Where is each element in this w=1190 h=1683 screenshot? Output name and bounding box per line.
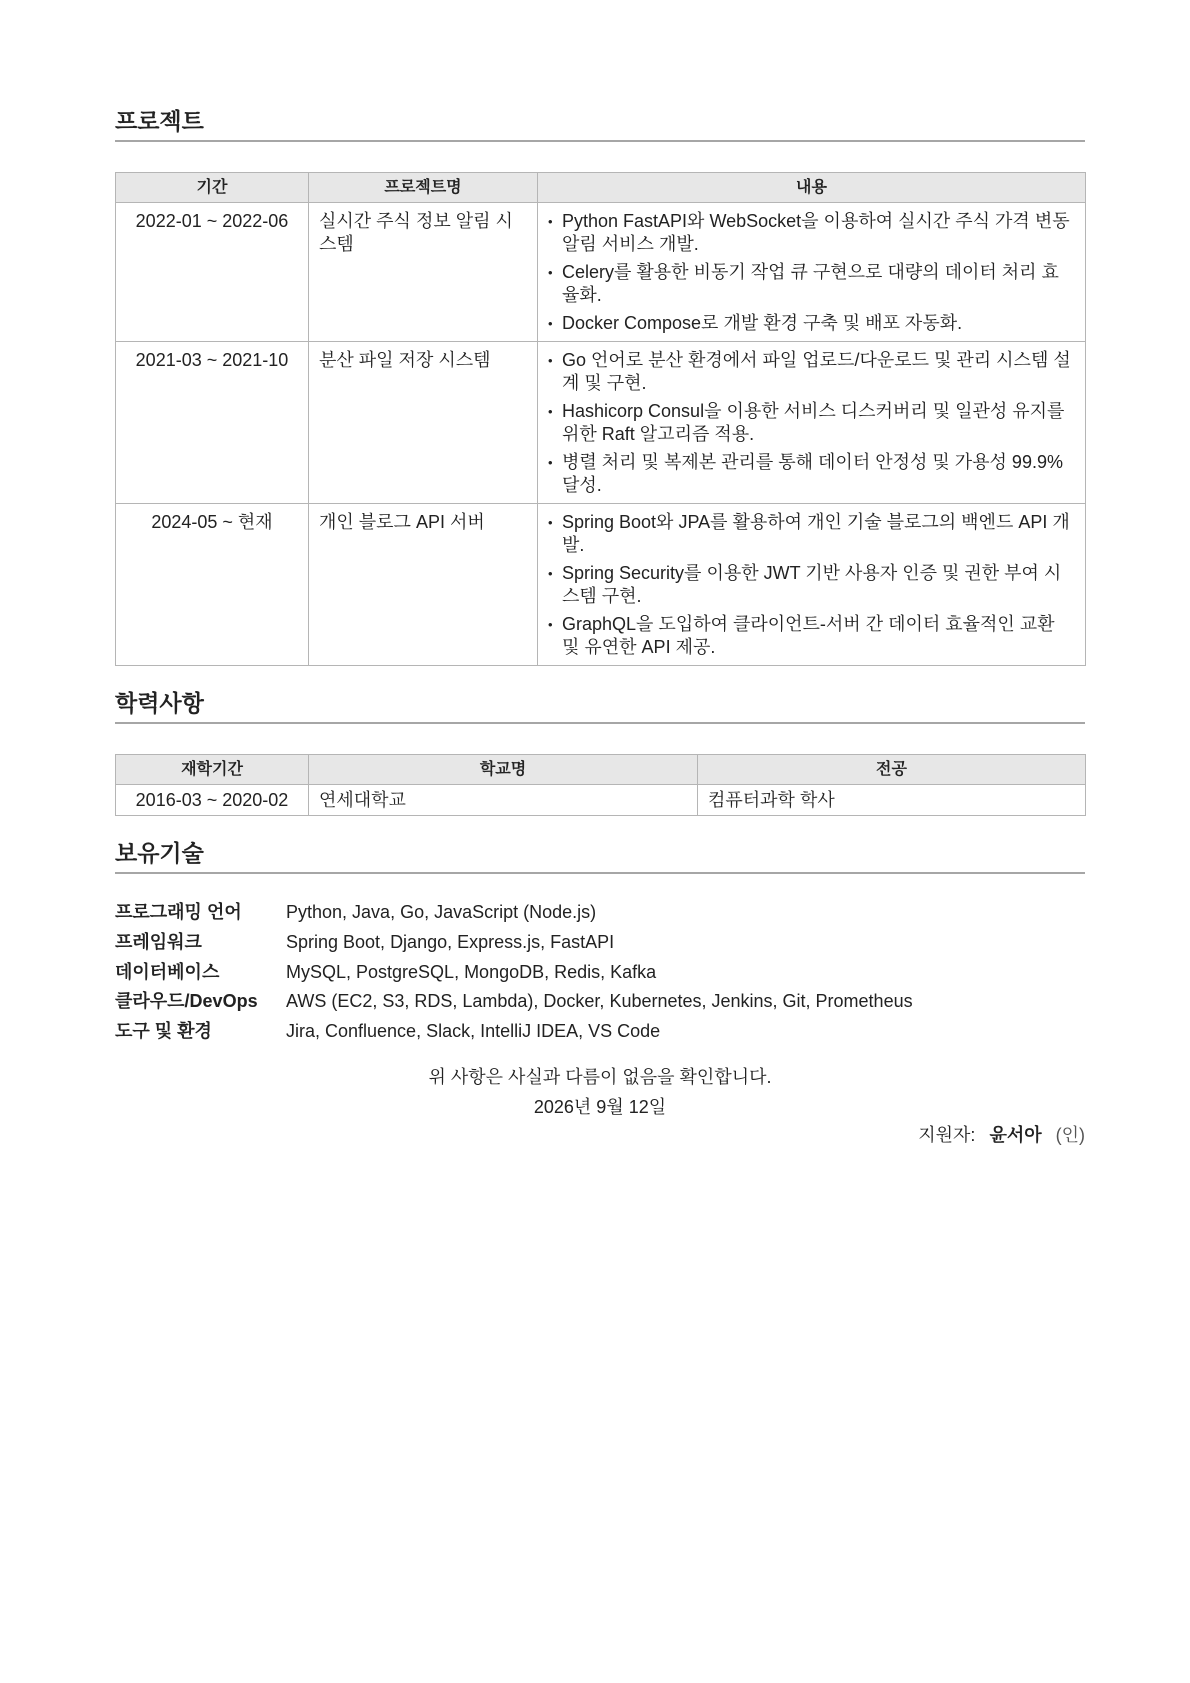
skill-row (115, 958, 1085, 988)
project-period: 2024-05 ~ 현재 (116, 504, 309, 666)
skill-category-label: 프로그래밍 언어 (115, 902, 242, 922)
skill-row (115, 987, 1085, 1017)
project-period: 2022-01 ~ 2022-06 (116, 203, 309, 342)
project-row (116, 342, 1086, 504)
education-major: 컴퓨터과학 학사 (698, 785, 1086, 816)
skill-row (115, 1017, 1085, 1047)
project-detail-item: • Python FastAPI와 WebSocket을 이용하여 실시간 주식 가격 변동 알림 서비스 개발. (548, 210, 1075, 256)
skill-values: Python, Java, Go, JavaScript (Node.js) (286, 902, 597, 922)
education-header-period: 재학기간 (116, 755, 309, 785)
skill-row (115, 898, 1085, 928)
project-period: 2021-03 ~ 2021-10 (116, 342, 309, 504)
project-details-cell (538, 203, 1086, 342)
skill-values: Jira, Confluence, Slack, IntelliJ IDEA, VS Code (286, 1021, 661, 1042)
project-detail-item: • Spring Security를 이용한 JWT 기반 사용자 인증 및 권한 부여 시스템 구현. (548, 562, 1075, 608)
project-detail-item: • Go 언어로 분산 환경에서 파일 업로드/다운로드 및 관리 시스템 설계 및 구현. (548, 349, 1075, 395)
projects-header-period: 기간 (116, 173, 309, 203)
project-detail-item: • GraphQL을 도입하여 클라이언트-서버 간 데이터 효율적인 교환 및 유연한 API 제공. (548, 613, 1075, 659)
project-detail-item: • 병렬 처리 및 복제본 관리를 통해 데이터 안정성 및 가용성 99.9% 달성. (548, 451, 1075, 497)
projects-header-row (116, 173, 1086, 203)
skills-section-title: 보유기술 (115, 838, 1085, 874)
skills-list (115, 898, 1085, 1047)
applicant-signature (115, 1122, 1085, 1148)
project-details-cell (538, 504, 1086, 666)
education-period: 2016-03 ~ 2020-02 (116, 785, 309, 816)
project-row (116, 504, 1086, 666)
applicant-name: 윤서아 (989, 1124, 1042, 1145)
projects-section (115, 106, 1085, 666)
projects-table (115, 172, 1086, 666)
education-header-row (116, 755, 1086, 785)
project-details-list (548, 210, 1075, 335)
project-detail-item: • Celery를 활용한 비동기 작업 큐 구현으로 대량의 데이터 처리 효율화. (548, 261, 1075, 307)
projects-header-name: 프로젝트명 (309, 173, 538, 203)
project-row (116, 203, 1086, 342)
confirmation-statement: 위 사항은 사실과 다름이 없음을 확인합니다. (428, 1066, 772, 1087)
skill-values: AWS (EC2, S3, RDS, Lambda), Docker, Kubernetes, Jenkins, Git, Prometheus (286, 991, 913, 1012)
education-school: 연세대학교 (309, 785, 698, 816)
skills-section (115, 838, 1085, 1047)
education-table (115, 754, 1086, 816)
project-name: 개인 블로그 API 서버 (309, 504, 538, 666)
skill-category-label: 데이터베이스 (115, 961, 220, 982)
skill-category-label: 프레임워크 (115, 931, 202, 952)
confirmation-block (115, 1062, 1085, 1148)
education-header-major: 전공 (698, 755, 1086, 785)
projects-section-title: 프로젝트 (115, 106, 1085, 142)
project-detail-item: • Docker Compose로 개발 환경 구축 및 배포 자동화. (548, 312, 1075, 335)
project-name: 실시간 주식 정보 알림 시스템 (309, 203, 538, 342)
skill-row (115, 928, 1085, 958)
skill-category-label: 클라우드/DevOps (115, 991, 258, 1012)
signature-date: 2026년 9월 12일 (533, 1096, 667, 1117)
project-details-list (548, 511, 1075, 659)
skill-category-label: 도구 및 환경 (115, 1021, 212, 1042)
project-details-cell (538, 342, 1086, 504)
skill-values: MySQL, PostgreSQL, MongoDB, Redis, Kafka (286, 961, 657, 982)
resume-content (115, 106, 1085, 1148)
project-details-list (548, 349, 1075, 497)
project-detail-item: • Hashicorp Consul을 이용한 서비스 디스커버리 및 일관성 유지를 위한 Raft 알고리즘 적용. (548, 400, 1075, 446)
project-detail-item: • Spring Boot와 JPA를 활용하여 개인 기술 블로그의 백엔드 API 개발. (548, 511, 1075, 557)
skill-values: Spring Boot, Django, Express.js, FastAPI (286, 931, 615, 952)
education-header-school: 학교명 (309, 755, 698, 785)
education-row (116, 785, 1086, 816)
applicant-label: 지원자: (918, 1124, 976, 1145)
education-section-title: 학력사항 (115, 688, 1085, 724)
projects-header-details: 내용 (538, 173, 1086, 203)
seal-mark: (인) (1055, 1124, 1085, 1145)
education-section (115, 688, 1085, 816)
project-name: 분산 파일 저장 시스템 (309, 342, 538, 504)
